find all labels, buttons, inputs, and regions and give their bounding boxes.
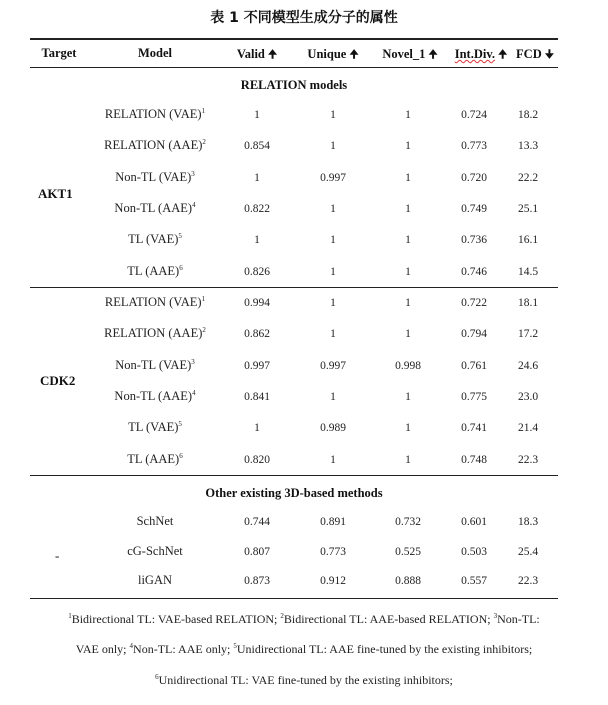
novel-cell: 1 [405,265,411,278]
model-name [90,138,220,153]
footnote-mark: 1 [68,612,72,620]
fcd-cell: 21.4 [517,422,539,435]
novel-cell: 0.888 [395,575,421,587]
unique-cell: 0.891 [320,516,346,528]
header-valid-label: Valid [236,47,265,61]
target-label: - [55,548,60,563]
model-footnote-mark: 1 [201,294,206,303]
fcd-cell: 14.5 [517,265,539,278]
model-name [90,232,220,247]
footnote-line-1 [20,612,588,627]
footnote-6: Unidirectional TL: VAE fine-tuned by the existing inhibitors; [158,673,453,687]
valid-cell: 0.854 [244,140,270,153]
model-name [90,452,220,467]
footnote-line-2 [20,642,588,657]
unique-cell: 1 [330,140,336,153]
intdiv-cell: 0.748 [461,453,487,466]
group-separator [30,475,558,476]
unique-cell: 1 [330,390,336,403]
model-label: Non-TL (VAE) [115,169,192,184]
model-footnote-mark: 6 [179,451,183,460]
table-title: 表 1 不同模型生成分子的属性 [210,10,398,26]
model-label: RELATION (VAE) [104,295,202,309]
section-other-methods: Other existing 3D-based methods [205,486,383,500]
model-footnote-mark: 1 [201,106,206,115]
valid-cell: 1 [254,422,260,435]
fcd-cell: 25.1 [517,202,539,215]
footnote-mark: 4 [129,642,134,650]
fcd-cell: 22.3 [517,453,539,466]
header-intdiv-label: Int.Div. [454,47,496,61]
model-name [90,389,220,404]
footnote-3: Non-TL: [497,612,540,626]
model-label: Non-TL (AAE) [114,388,193,403]
model-label: RELATION (AAE) [104,138,203,153]
model-footnote-mark: 4 [192,200,196,209]
model-footnote-mark: 5 [178,420,182,429]
fcd-cell: 24.6 [517,359,539,372]
model-footnote-mark: 4 [192,388,196,397]
intdiv-cell: 0.749 [461,202,487,215]
valid-cell: 1 [254,171,260,184]
unique-cell: 0.997 [320,359,346,372]
footnote-mark: 2 [280,612,284,620]
unique-cell: 0.997 [320,171,346,184]
unique-cell: 0.989 [320,422,346,435]
novel-cell: 1 [405,328,411,341]
unique-cell: 1 [330,265,336,278]
valid-cell: 1 [254,109,260,121]
model-label: TL (AAE) [127,263,180,278]
header-valid [220,46,294,65]
unique-cell: 0.773 [320,545,346,558]
header-unique-label: Unique [307,47,347,61]
novel-cell: 1 [405,453,411,466]
up-arrow-icon: 🠉 [428,48,438,61]
up-arrow-icon: 🠉 [498,48,508,61]
model-label: TL (VAE) [128,232,179,247]
header-model-label: Model [137,46,173,60]
model-name [90,358,220,373]
model-name [90,107,220,122]
model-footnote-mark: 6 [179,263,183,272]
unique-cell: 1 [330,328,336,341]
footnote-mark: 6 [155,673,159,681]
header-model [90,46,220,61]
header-fcd-label: FCD [516,47,542,61]
intdiv-cell: 0.773 [461,140,487,153]
header-target [30,46,88,61]
bottom-rule [30,598,558,599]
footnote-line-3 [20,673,588,688]
footnote-3-cont: VAE only; [75,642,130,656]
unique-cell: 1 [330,297,336,309]
fcd-cell: 18.2 [517,109,539,121]
model-name [90,170,220,185]
group-separator [30,287,558,288]
model-footnote-mark: 5 [178,232,182,241]
valid-cell: 0.822 [244,202,270,215]
model-label: TL (VAE) [128,420,179,435]
fcd-cell: 22.3 [517,575,539,587]
intdiv-cell: 0.736 [461,234,487,247]
footnote-1: Bidirectional TL: VAE-based RELATION; [71,612,281,626]
model-label: Non-TL (AAE) [114,200,193,215]
footnote-5: Unidirectional TL: AAE fine-tuned by the existing inhibitors; [236,642,533,656]
valid-cell: 0.820 [244,453,270,466]
valid-cell: 1 [254,234,260,247]
unique-cell: 1 [330,202,336,215]
valid-cell: 0.826 [244,265,270,278]
intdiv-cell: 0.720 [461,171,487,184]
intdiv-cell: 0.601 [461,516,487,528]
valid-cell: 0.841 [244,390,270,403]
model-label: RELATION (AAE) [104,326,203,341]
fcd-cell: 13.3 [517,140,539,153]
header-intdiv [448,46,514,65]
header-fcd [512,46,558,65]
novel-cell: 0.998 [395,359,421,372]
fcd-cell: 16.1 [517,234,539,247]
fcd-cell: 23.0 [517,390,539,403]
novel-cell: 1 [405,202,411,215]
unique-cell: 0.912 [320,575,346,587]
section-relation-models: RELATION models [240,78,348,92]
model-footnote-mark: 3 [191,169,195,178]
header-rule [30,67,558,68]
novel-cell: 1 [405,390,411,403]
valid-cell: 0.994 [244,297,270,309]
footnote-2: Bidirectional TL: AAE-based RELATION; [283,612,494,626]
novel-cell: 1 [405,171,411,184]
intdiv-cell: 0.746 [461,265,487,278]
fcd-cell: 18.1 [517,297,539,309]
intdiv-cell: 0.557 [461,575,487,587]
top-rule [30,38,558,40]
model-name [90,201,220,216]
intdiv-cell: 0.741 [461,422,487,435]
intdiv-cell: 0.794 [461,328,487,341]
model-label: liGAN [137,573,173,587]
model-name [90,420,220,435]
valid-cell: 0.997 [244,359,270,372]
novel-cell: 1 [405,234,411,247]
model-label: cG-SchNet [127,543,183,558]
model-name [90,544,220,559]
novel-cell: 1 [405,297,411,309]
unique-cell: 1 [330,453,336,466]
fcd-cell: 18.3 [517,516,539,528]
model-label: RELATION (VAE) [104,107,202,121]
valid-cell: 0.744 [244,516,270,528]
fcd-cell: 25.4 [517,545,539,558]
intdiv-cell: 0.724 [461,109,487,121]
model-label: SchNet [136,514,174,528]
header-unique [294,46,372,65]
down-arrow-icon: 🠋 [544,48,554,61]
model-name [90,326,220,341]
novel-cell: 1 [405,109,411,121]
up-arrow-icon: 🠉 [349,48,359,61]
model-name [90,264,220,279]
novel-cell: 1 [405,422,411,435]
model-footnote-mark: 3 [191,357,195,366]
fcd-cell: 17.2 [517,328,539,341]
novel-cell: 0.732 [395,516,421,528]
target-label: CDK2 [40,373,76,388]
unique-cell: 1 [330,109,336,121]
model-footnote-mark: 2 [202,326,206,335]
novel-cell: 1 [405,140,411,153]
header-target-label: Target [41,46,77,60]
unique-cell: 1 [330,234,336,247]
footnote-mark: 3 [493,612,498,620]
footnote-4: Non-TL: AAE only; [133,642,234,656]
fcd-cell: 22.2 [517,171,539,184]
header-novel-label: Novel_1 [382,47,426,61]
novel-cell: 0.525 [395,545,421,558]
model-name [90,514,220,529]
valid-cell: 0.873 [244,575,270,587]
target-label: AKT1 [38,186,73,201]
model-label: TL (AAE) [127,451,180,466]
up-arrow-icon: 🠉 [268,48,278,61]
model-footnote-mark: 2 [202,138,206,147]
model-label: Non-TL (VAE) [115,357,192,372]
intdiv-cell: 0.503 [461,545,487,558]
model-name [90,573,220,588]
header-novel [372,46,448,65]
intdiv-cell: 0.722 [461,297,487,309]
footnote-mark: 5 [233,642,237,650]
model-name [90,295,220,310]
valid-cell: 0.807 [244,545,270,558]
intdiv-cell: 0.775 [461,390,487,403]
intdiv-cell: 0.761 [461,359,487,372]
valid-cell: 0.862 [244,328,270,341]
